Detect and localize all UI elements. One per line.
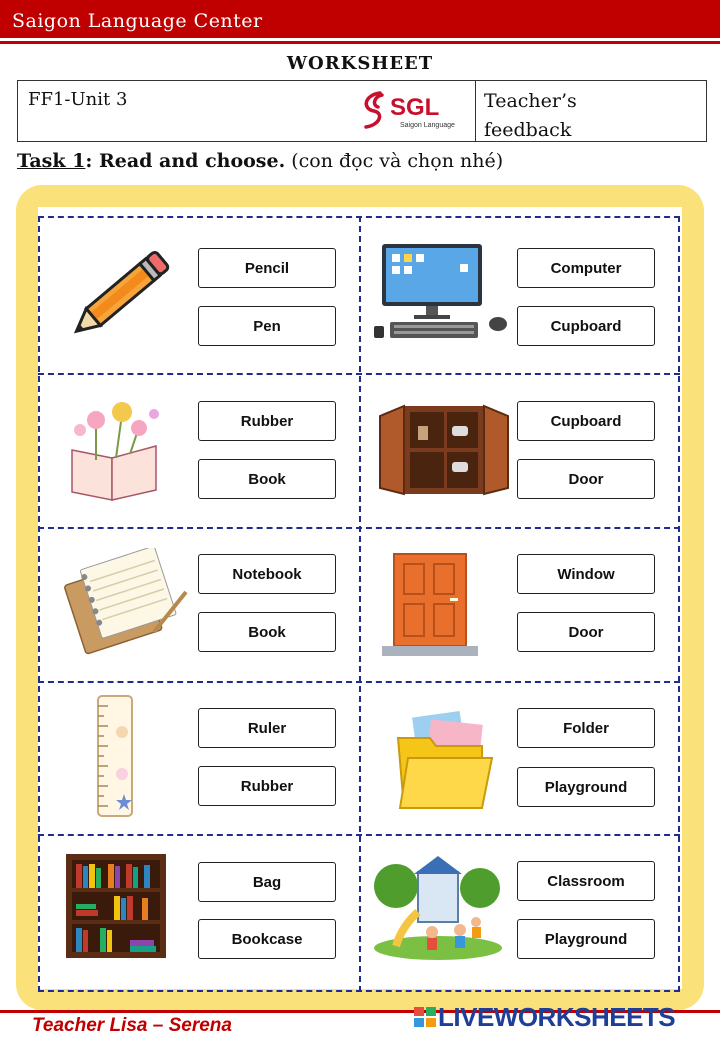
liveworksheets-logo: [414, 1002, 675, 1032]
grid-divider-row-2: [38, 527, 680, 529]
liveworksheets-mark-icon: [414, 1005, 438, 1029]
option-cupboard[interactable]: Cupboard: [517, 401, 655, 441]
unit-label: FF1-Unit 3: [28, 89, 128, 110]
option-playground[interactable]: Playground: [517, 919, 655, 959]
option-pencil[interactable]: Pencil: [198, 248, 336, 288]
header-rule-lower: [0, 41, 720, 44]
option-pen[interactable]: Pen: [198, 306, 336, 346]
option-bag[interactable]: Bag: [198, 862, 336, 902]
cupboard-icon: [378, 404, 510, 496]
option-ruler[interactable]: Ruler: [198, 708, 336, 748]
folder-icon: [394, 708, 496, 812]
worksheet-title: WORKSHEET: [286, 53, 434, 74]
playground-icon: [372, 852, 504, 960]
pencil-icon: [64, 246, 176, 346]
brand-name: Saigon Language Center: [12, 10, 263, 32]
bookcase-icon: [64, 852, 168, 960]
grid-divider-row-3: [38, 681, 680, 683]
option-folder[interactable]: Folder: [517, 708, 655, 748]
book-icon: [66, 400, 170, 504]
logo-subtext: Saigon Language: [400, 122, 455, 129]
option-book[interactable]: Book: [198, 459, 336, 499]
door-icon: [380, 552, 480, 658]
grid-divider-row-1: [38, 373, 680, 375]
option-door[interactable]: Door: [517, 459, 655, 499]
logo-text: SGL: [390, 94, 440, 121]
option-notebook[interactable]: Notebook: [198, 554, 336, 594]
task-text: : Read and choose.: [85, 150, 286, 172]
option-window[interactable]: Window: [517, 554, 655, 594]
task-label: Task 1: [17, 150, 86, 172]
option-cupboard[interactable]: Cupboard: [517, 306, 655, 346]
info-left-cell: [18, 81, 476, 141]
notebook-icon: [58, 548, 190, 656]
header-rule: [0, 38, 720, 40]
option-rubber[interactable]: Rubber: [198, 766, 336, 806]
header-band: [0, 0, 720, 40]
ruler-icon: [92, 694, 140, 820]
option-book[interactable]: Book: [198, 612, 336, 652]
option-classroom[interactable]: Classroom: [517, 861, 655, 901]
option-bookcase[interactable]: Bookcase: [198, 919, 336, 959]
option-computer[interactable]: Computer: [517, 248, 655, 288]
grid-divider-vertical: [359, 216, 361, 992]
computer-icon: [374, 242, 512, 342]
grid-divider-row-4: [38, 834, 680, 836]
feedback-line-1: Teacher’s: [484, 90, 577, 112]
task-note: (con đọc và chọn nhé): [285, 150, 504, 172]
option-rubber[interactable]: Rubber: [198, 401, 336, 441]
option-playground[interactable]: Playground: [517, 767, 655, 807]
teacher-feedback-cell: [484, 87, 577, 145]
sgl-logo-icon: [358, 85, 468, 135]
teacher-credit: Teacher Lisa – Serena: [32, 1015, 232, 1036]
option-door[interactable]: Door: [517, 612, 655, 652]
liveworksheets-text: LIVEWORKSHEETS: [438, 1001, 676, 1032]
info-table: [17, 80, 707, 142]
task-instruction: [17, 150, 503, 172]
feedback-line-2: feedback: [484, 119, 572, 141]
